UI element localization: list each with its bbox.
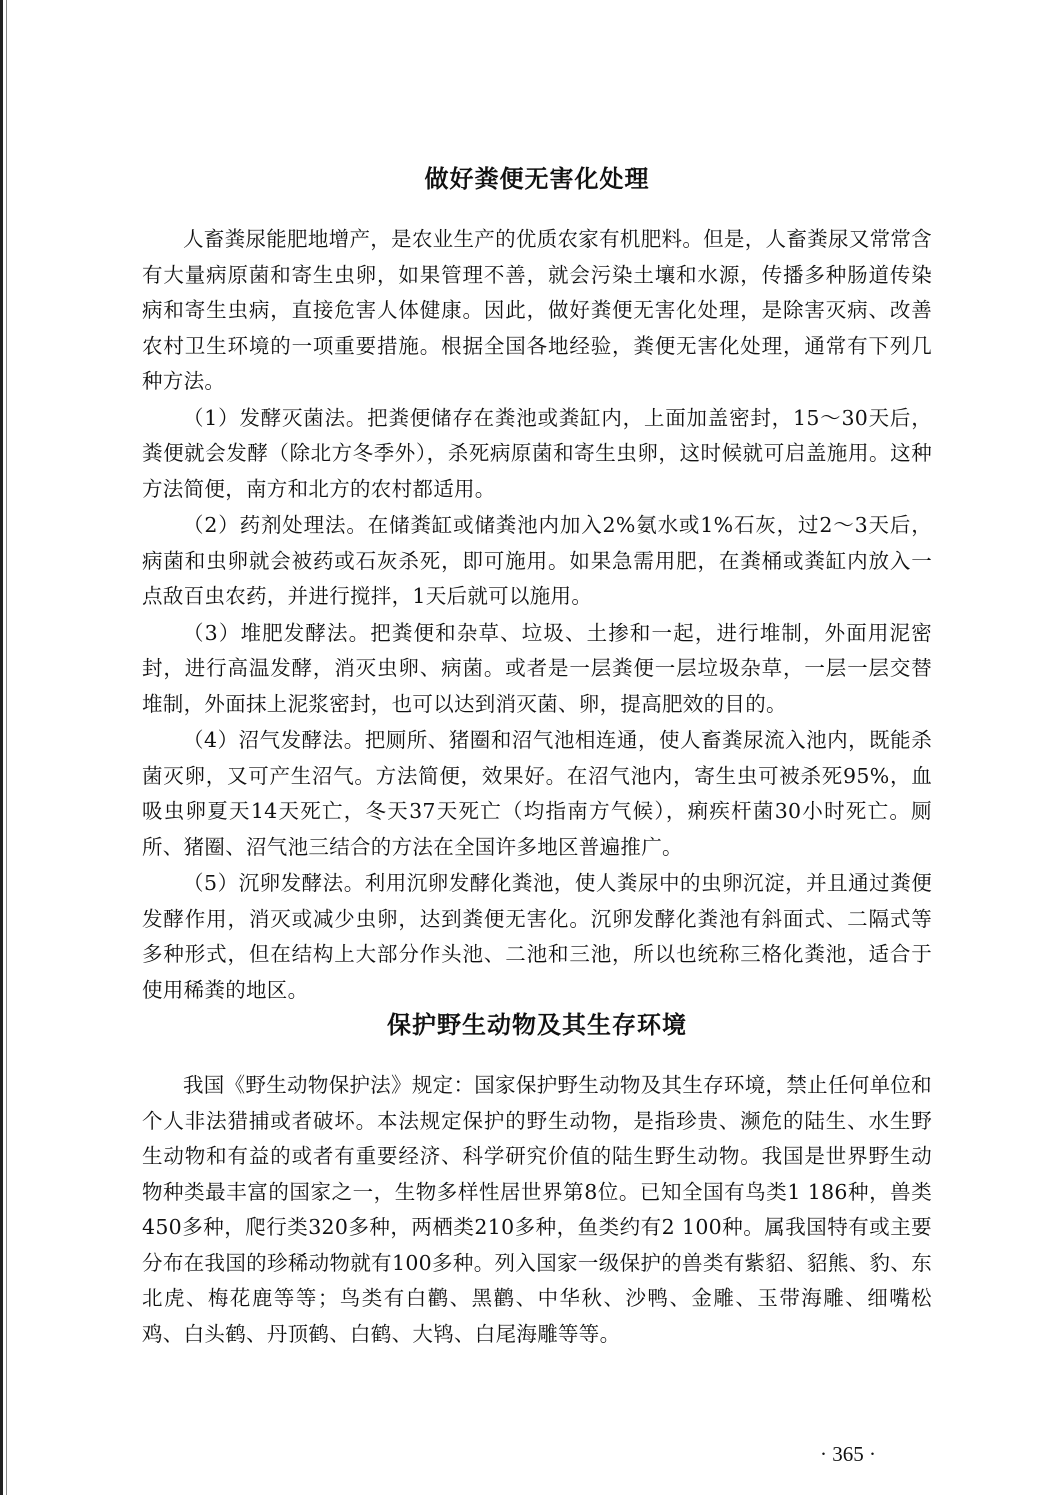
section-body-feces-treatment: [142, 222, 932, 1008]
page-binding-edge: [0, 0, 3, 1495]
section-title-wildlife-protection: 保护野生动物及其生存环境: [387, 1011, 687, 1039]
paragraph-wildlife-law: 我国《野生动物保护法》规定：国家保护野生动物及其生存环境，禁止任何单位和个人非法猎捕或者破坏。本法规定保护的野生动物，是指珍贵、濒危的陆生、水生野生动物和有益的或者有重要经济、科学研究价值的陆生野生动物。我国是世界野生动物种类最丰富的国家之一，生物多样性居世界第8位。已知全国有鸟类1 186种，兽类450多种，爬行类320多种，两栖类210多种，鱼类约有2 100种。属我国特有或主要分布在我国的珍稀动物就有100多种。列入国家一级保护的兽类有紫貂、貂熊、豹、东北虎、梅花鹿等等；鸟类有白鹳、黑鹳、中华秋、沙鸭、金雕、玉带海雕、细嘴松鸡、白头鹤、丹顶鹤、白鹤、大鸨、白尾海雕等等。: [142, 1073, 932, 1346]
section-body-wildlife-protection: [142, 1068, 932, 1352]
page-number: · 365 ·: [820, 1442, 876, 1466]
paragraph-method-5: （5）沉卵发酵法。利用沉卵发酵化粪池，使人粪尿中的虫卵沉淀，并且通过粪便发酵作用，消灭或减少虫卵，达到粪便无害化。沉卵发酵化粪池有斜面式、二隔式等多种形式，但在结构上大部分作头池、二池和三池，所以也统称三格化粪池，适合于使用稀粪的地区。: [142, 871, 932, 1002]
paragraph-method-4: （4）沼气发酵法。把厕所、猪圈和沼气池相连通，使人畜粪尿流入池内，既能杀菌灭卵，又可产生沼气。方法简便，效果好。在沼气池内，寄生虫可被杀死95%，血吸虫卵夏天14天死亡，冬天37天死亡（均指南方气候），痢疾杆菌30小时死亡。厕所、猪圈、沼气池三结合的方法在全国许多地区普遍推广。: [142, 728, 932, 859]
section-title-feces-treatment: 做好粪便无害化处理: [424, 165, 650, 193]
paragraph-method-1: （1）发酵灭菌法。把粪便储存在粪池或粪缸内，上面加盖密封，15～30天后，粪便就会发酵（除北方冬季外），杀死病原菌和寄生虫卵，这时候就可启盖施用。这种方法简便，南方和北方的农村都适用。: [142, 405, 932, 501]
page-binding-shadow: [6, 0, 7, 1495]
paragraph-intro: 人畜粪尿能肥地增产，是农业生产的优质农家有机肥料。但是，人畜粪尿又常常含有大量病原菌和寄生虫卵，如果管理不善，就会污染土壤和水源，传播多种肠道传染病和寄生虫病，直接危害人体健康。因此，做好粪便无害化处理，是除害灭病、改善农村卫生环境的一项重要措施。根据全国各地经验，粪便无害化处理，通常有下列几种方法。: [142, 227, 932, 393]
paragraph-method-2: （2）药剂处理法。在储粪缸或储粪池内加入2%氨水或1%石灰，过2～3天后，病菌和虫卵就会被药或石灰杀死，即可施用。如果急需用肥，在粪桶或粪缸内放入一点敌百虫农药，并进行搅拌，1天后就可以施用。: [142, 513, 932, 608]
paragraph-method-3: （3）堆肥发酵法。把粪便和杂草、垃圾、土掺和一起，进行堆制，外面用泥密封，进行高温发酵，消灭虫卵、病菌。或者是一层粪便一层垃圾杂草，一层一层交替堆制，外面抹上泥浆密封，也可以达到消灭菌、卵，提高肥效的目的。: [142, 620, 932, 716]
